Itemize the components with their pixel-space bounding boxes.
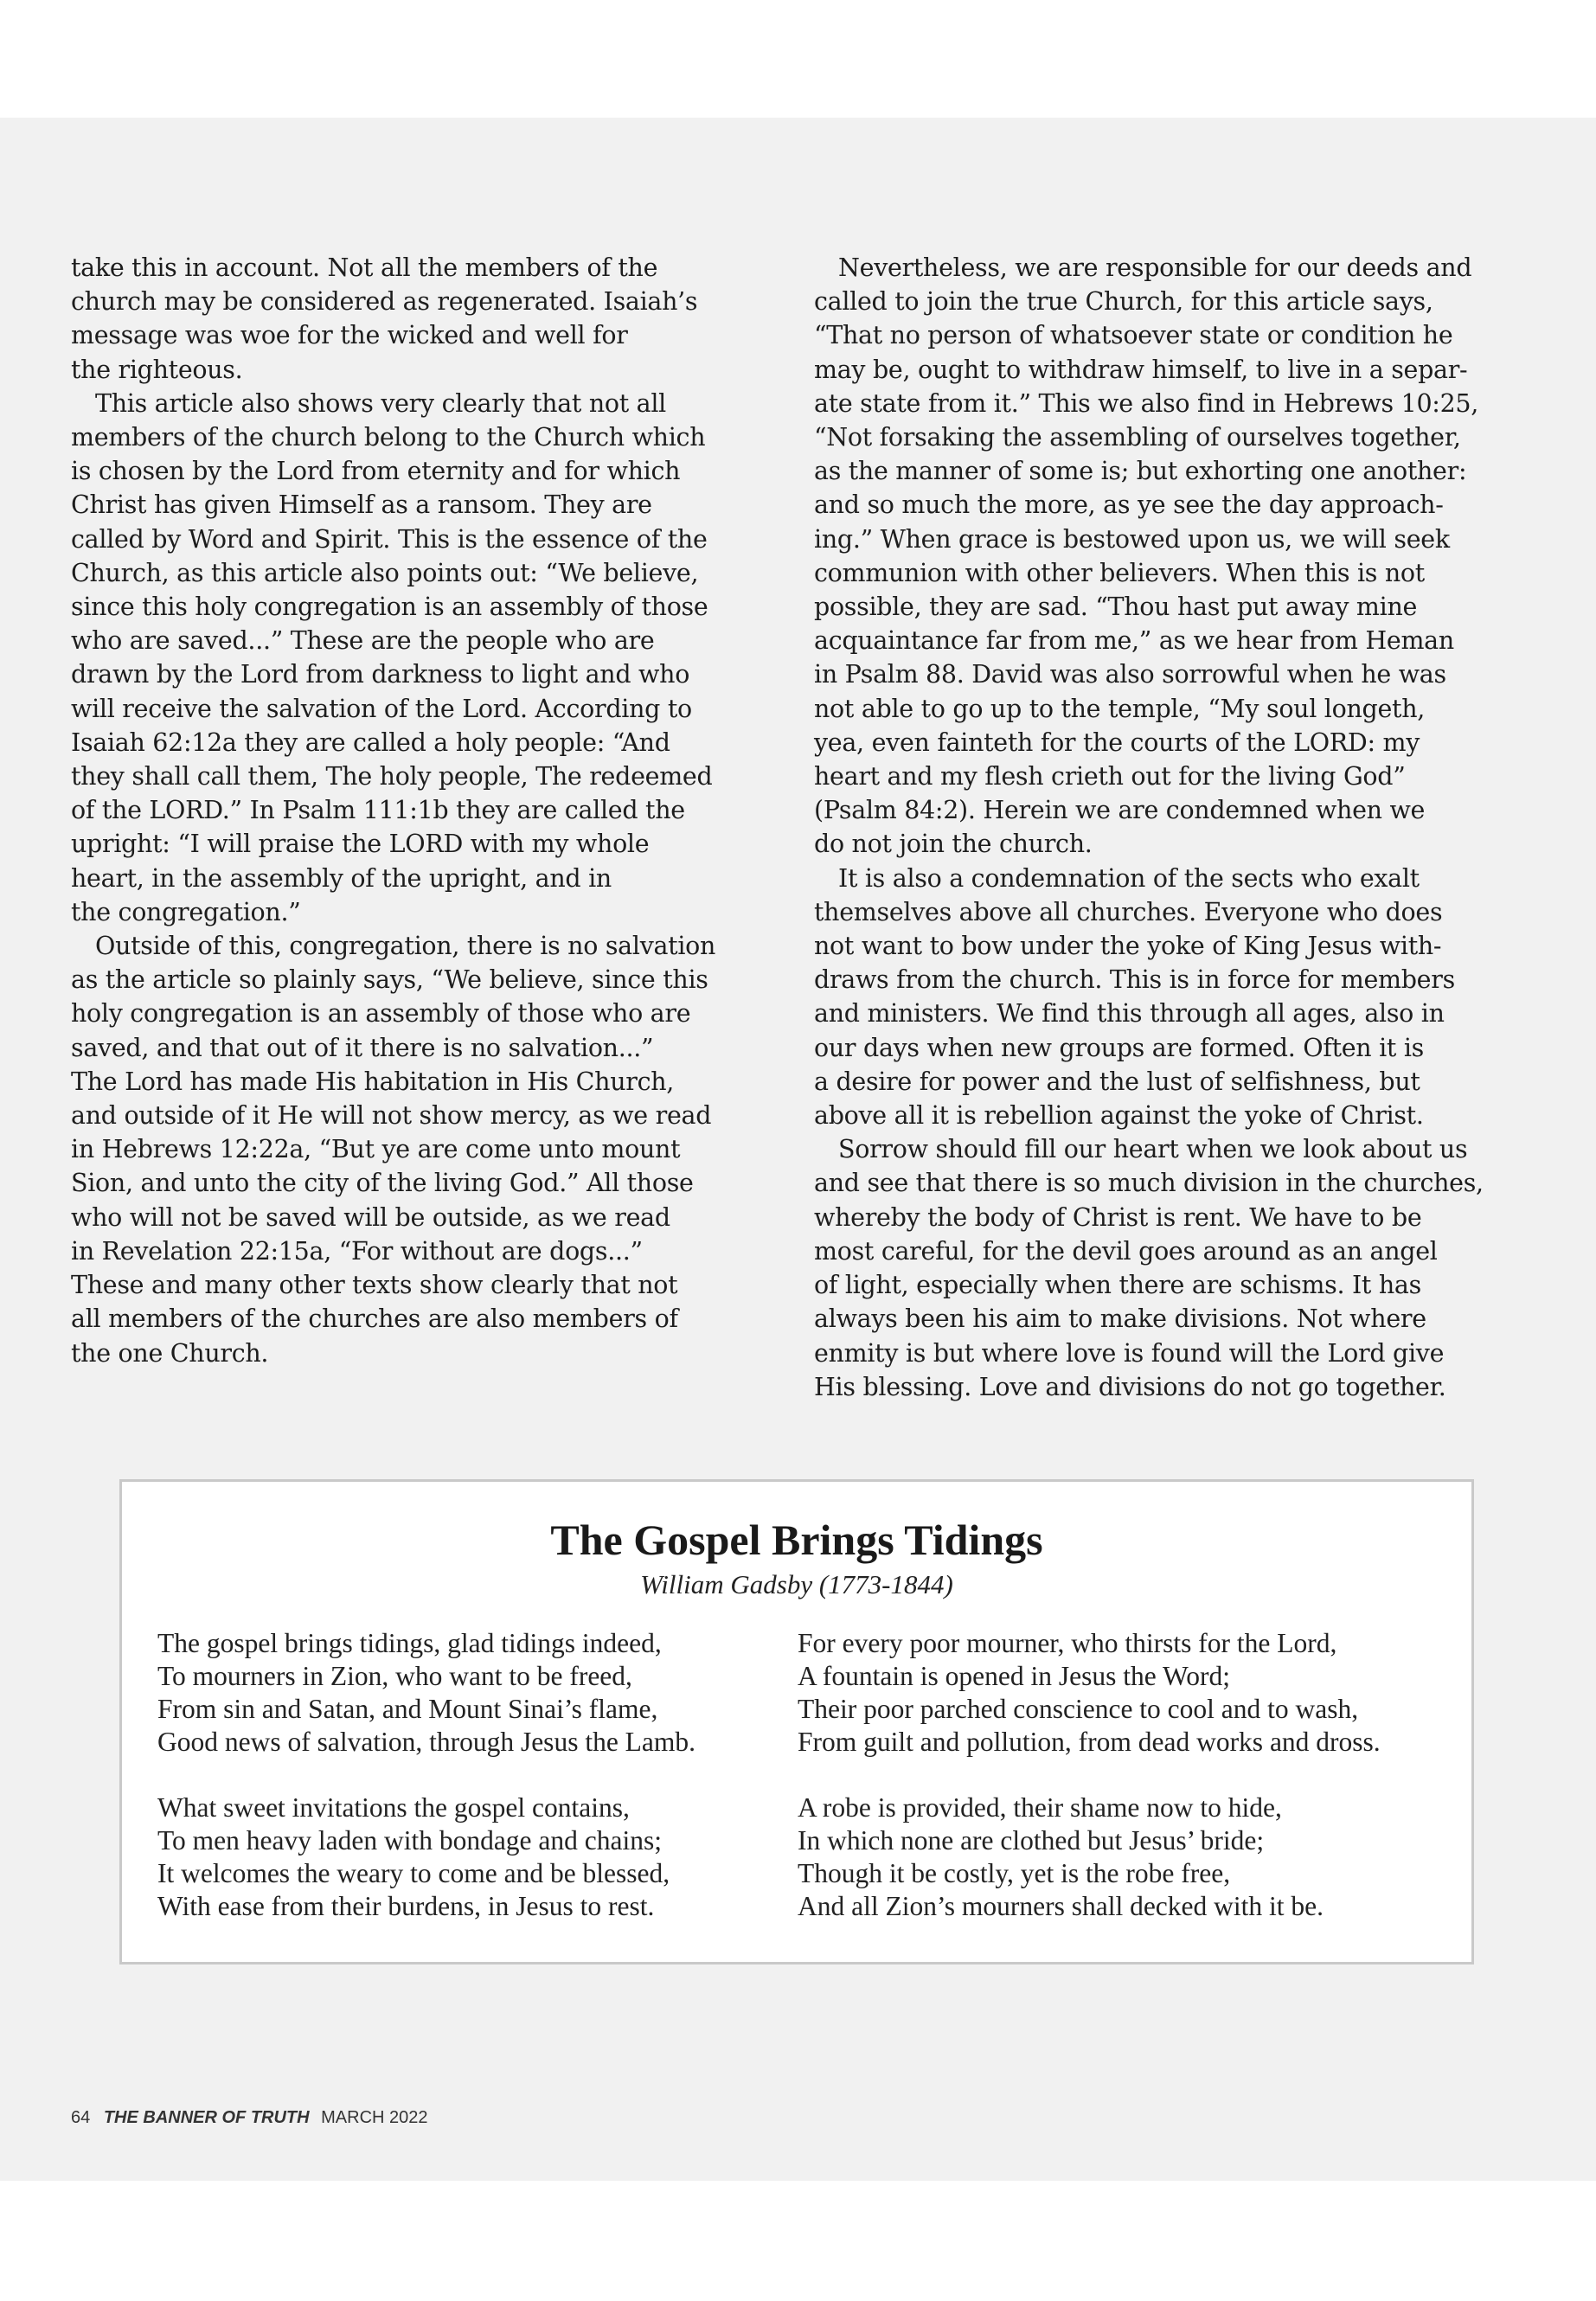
- article-paragraph: Nevertheless, we are responsible for our deeds and called to join the true Church, for this article says, “That no person of whatsoever state or condition he may be, ought to withdraw himself, to live in a separ- ate state from it.” This we also find in Hebrews 10:25, “Not forsaking the assembling of ourselves together, as the manner of some is; but exhorting one another: and so much the more, as ye see the day approach- ing.” When grace is bestowed upon us, we will seek communion with other believers. When this is not possible, they are sad. “Thou hast put away mine acquaintance far from me,” as we hear from Heman in Psalm 88. David was also sorrowful when he was not able to go up to the temple, “My soul longeth, yea, even fainteth for the courts of the LORD: my heart and my flesh crieth out for the living God” (Psalm 84:2). Herein we are condemned when we do not join the church.: [814, 253, 1479, 859]
- poem-stanza: What sweet invitations the gospel contains, To men heavy laden with bondage and chains; It welcomes the weary to come and be blessed, With ease from their burdens, in Jesus to rest.: [157, 1792, 670, 1921]
- article-paragraph: This article also shows very clearly that not all members of the church belong to the Church which is chosen by the Lord from eternity and for which Christ has given Himself as a ransom. They are called by Word and Spirit. This is the essence of the Church, as this article also points out: “We believe, since this holy congregation is an assembly of those who are saved...” These are the people who are drawn by the Lord from darkness to light and who will receive the salvation of the Lord. According to Isaiah 62:12a they are called a holy people: “And they shall call them, The holy people, The redeemed of the LORD.” In Psalm 111:1b they are called the upright: “I will praise the LORD with my whole heart, in the assembly of the upright, and in the congregation.”: [71, 388, 713, 926]
- poem-right-column: [798, 1627, 1455, 1956]
- page-number: 64: [71, 2108, 91, 2127]
- issue-date: MARCH 2022: [321, 2108, 428, 2127]
- article-left-column: [71, 251, 780, 1370]
- article-paragraph: Sorrow should fill our heart when we look about us and see that there is so much division in the churches, whereby the body of Christ is rent. We have to be most careful, for the devil goes around as an angel of light, especially when there are schisms. It has always been his aim to make divisions. Not where enmity is but where love is found will the Lord give His blessing. Love and divisions do not go together.: [814, 1135, 1484, 1401]
- poem-stanza: The gospel brings tidings, glad tidings indeed, To mourners in Zion, who want to be freed, From sin and Satan, and Mount Sinai’s flame, Good news of salvation, through Jesus the Lamb.: [157, 1628, 696, 1757]
- article-paragraph: It is also a condemnation of the sects who exalt themselves above all churches. Everyone who does not want to bow under the yoke of King Jesus with- draws from the church. This is in force for members and ministers. We find this through all ages, also in our days when new groups are formed. Often it is a desire for power and the lust of selfishness, but above all it is rebellion against the yoke of Christ.: [814, 863, 1455, 1131]
- magazine-name: THE BANNER OF TRUTH: [103, 2108, 310, 2127]
- page-footer: [71, 2108, 428, 2128]
- poem-title: The Gospel Brings Tidings: [550, 1516, 1043, 1564]
- article-paragraph: take this in account. Not all the members of the church may be considered as regenerated. Isaiah’s message was woe for the wicked and well for the righteous.: [71, 253, 698, 384]
- poem-left-column: [157, 1627, 763, 1956]
- article-right-column: [814, 251, 1532, 1404]
- poem-stanza: A robe is provided, their shame now to hide, In which none are clothed but Jesus’ bride; Though it be costly, yet is the robe free, And all Zion’s mourners shall decked with it be.: [798, 1792, 1324, 1921]
- article-paragraph: Outside of this, congregation, there is no salvation as the article so plainly says, “We believe, since this holy congregation is an assembly of those who are saved, and that out of it there is no salvation...” The Lord has made His habitation in His Church, and outside of it He will not show mercy, as we read in Hebrews 12:22a, “But ye are come unto mount Sion, and unto the city of the living God.” All those who will not be saved will be outside, as we read in Revelation 22:15a, “For without are dogs...” These and many other texts show clearly that not all members of the churches are also members of the one Church.: [71, 932, 716, 1368]
- poem-box: [119, 1479, 1474, 1965]
- poem-author: William Gadsby (1773-1844): [640, 1569, 953, 1599]
- poem-stanza: For every poor mourner, who thirsts for the Lord, A fountain is opened in Jesus the Word; Their poor parched conscience to cool and to wash, From guilt and pollution, from dead works and dross.: [798, 1628, 1381, 1757]
